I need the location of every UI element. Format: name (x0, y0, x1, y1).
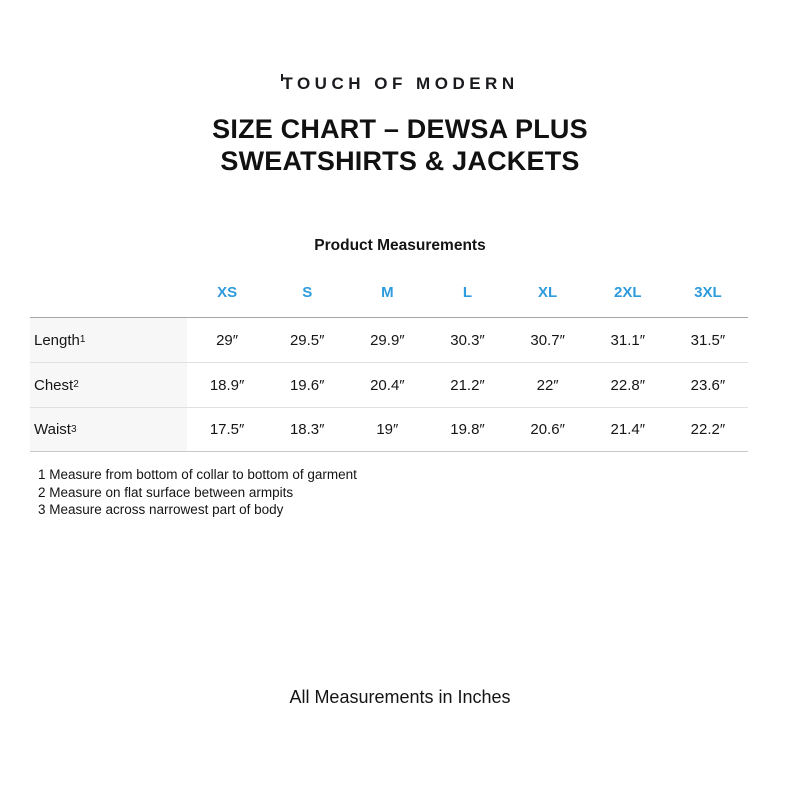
cell-chest-m: 20.4″ (370, 376, 405, 394)
cell-waist-xs: 17.5″ (209, 421, 245, 438)
row-label-text: Chest (34, 376, 74, 394)
cell-chest-xs: 18.9″ (209, 376, 245, 394)
size-header-row (30, 283, 748, 317)
footnotes (38, 466, 357, 519)
footnote-1: 1 Measure from bottom of collar to bottom of garment (38, 467, 357, 482)
size-header-3xl: 3XL (694, 284, 722, 301)
cell-waist-m: 19″ (376, 421, 399, 438)
page-title-line2: SWEATSHIRTS & JACKETS (220, 146, 580, 176)
size-header-2xl: 2XL (614, 284, 642, 301)
table-row-waist (30, 407, 748, 452)
cell-chest-s: 19.6″ (289, 376, 325, 394)
cell-length-2xl: 31.1″ (610, 331, 646, 349)
cell-length-3xl: 31.5″ (690, 331, 726, 349)
size-chart-table (30, 283, 748, 452)
cell-chest-2xl: 22.8″ (610, 376, 646, 394)
cell-waist-s: 18.3″ (289, 421, 325, 438)
cell-waist-l: 19.8″ (450, 421, 485, 438)
cell-length-s: 29.5″ (289, 331, 325, 349)
cell-waist-3xl: 22.2″ (690, 421, 726, 438)
size-header-m: M (381, 284, 394, 301)
cell-length-xl: 30.7″ (530, 331, 565, 349)
brand-logo (0, 74, 800, 94)
cell-chest-3xl: 23.6″ (690, 376, 726, 394)
table-caption: Product Measurements (314, 237, 486, 254)
cell-chest-l: 21.2″ (450, 376, 485, 394)
footnote-3: 3 Measure across narrowest part of body (38, 502, 284, 517)
size-header-l: L (462, 284, 473, 301)
size-header-spacer (30, 283, 187, 284)
cell-waist-xl: 20.6″ (530, 421, 565, 438)
cell-length-m: 29.9″ (370, 331, 405, 349)
size-header-s: S (302, 284, 313, 301)
size-header-xl: XL (538, 284, 558, 301)
row-label-text: Length (34, 331, 80, 349)
table-row-chest (30, 362, 748, 407)
cell-length-l: 30.3″ (450, 331, 485, 349)
size-header-xs: XS (217, 284, 238, 301)
cell-chest-xl: 22″ (536, 376, 559, 394)
row-label-length: Length 1 (30, 318, 187, 362)
footnote-2: 2 Measure on flat surface between armpits (38, 484, 294, 500)
row-label-text: Waist (34, 421, 71, 438)
page-title (0, 113, 800, 177)
table-row-length (30, 317, 748, 362)
cell-waist-2xl: 21.4″ (610, 421, 646, 438)
brand-logo-text: TOUCH OF MODERN (282, 74, 519, 93)
units-note: All Measurements in Inches (289, 687, 511, 707)
page-title-line1: SIZE CHART – DEWSA PLUS (212, 114, 588, 144)
row-label-waist: Waist 3 (30, 408, 187, 451)
row-label-chest: Chest 2 (30, 363, 187, 407)
cell-length-xs: 29″ (216, 331, 239, 349)
